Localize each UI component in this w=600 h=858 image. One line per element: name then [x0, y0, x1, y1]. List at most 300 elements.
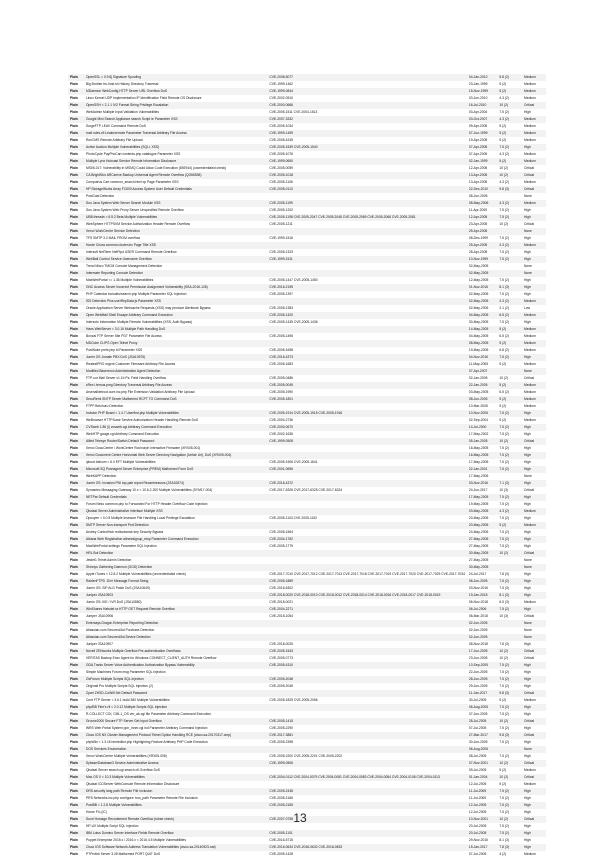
table-row	[68, 837, 546, 844]
cvss-score-cell: 7.5 (2)	[497, 683, 522, 690]
vulnerability-name-cell: MDaemon WebConfig HTTP Server URL Overflow DoS	[84, 88, 267, 95]
table-row	[68, 221, 546, 228]
publish-date-cell: 04-Jan-2010	[467, 74, 498, 81]
vulnerability-name-cell: Albana Web Registration allnewsignup_etop Parameter Command Execution	[84, 536, 267, 543]
vulnerability-name-cell: Oracle Application Server Webcache Requests (XSS) may produce Alertbook Bypass	[84, 305, 267, 312]
severity-cell: Medium	[522, 81, 546, 88]
severity-cell: Medium	[522, 403, 546, 410]
table-row	[68, 333, 546, 340]
table-row	[68, 277, 546, 284]
vulnerability-name-cell: ArsenalNetroot.cure.inc.php File Extension Validation Arbitrary File Upload	[84, 389, 267, 396]
table-row	[68, 396, 546, 403]
row-type-cell: Plain	[68, 137, 84, 144]
row-type-cell: Plain	[68, 242, 84, 249]
publish-date-cell: 10-Nov-2005	[467, 410, 498, 417]
vulnerability-name-cell: Jumin OS: SIP ALG Patch DoS (JSA10649)	[84, 585, 267, 592]
row-type-cell: Plain	[68, 760, 84, 767]
publish-date-cell: 11-May-2005	[467, 361, 498, 368]
cvss-score-cell: 10 (2)	[497, 438, 522, 445]
vulnerability-name-cell: VERITAS Backup Exec Agent for Windows CONNECT_CLIENT_AUTH Remote Overflow	[84, 655, 267, 662]
vulnerability-name-cell: Multiple Lynx Hubcast Service Remote Information Disclosure	[84, 158, 267, 165]
cvss-score-cell: 10 (2)	[497, 221, 522, 228]
cvss-score-cell: 6.5 (3)	[497, 599, 522, 606]
row-type-cell: Plain	[68, 557, 84, 564]
table-row	[68, 830, 546, 837]
cve-ids-cell	[267, 228, 467, 235]
publish-date-cell: 07-Jun-2005	[467, 711, 498, 718]
publish-date-cell: 05-Jan-2005	[467, 438, 498, 445]
cvss-score-cell: 4.3 (2)	[497, 200, 522, 207]
vulnerability-name-cell: mail rules.cfi Leaks/remote Parameter Traversal Arbitrary File Access	[84, 130, 267, 137]
table-row	[68, 564, 546, 571]
row-type-cell: Plain	[68, 781, 84, 788]
cvss-score-cell: 5 (2)	[497, 326, 522, 333]
severity-cell: Critical	[522, 690, 546, 697]
table-row	[68, 214, 546, 221]
row-type-cell: Plain	[68, 368, 84, 375]
cve-ids-cell: CVE-2018-1054	[267, 613, 467, 620]
severity-cell: High	[522, 494, 546, 501]
vulnerability-name-cell: WinShares Hatsdel.ra HTTP GET Request Remote Overflow	[84, 606, 267, 613]
row-type-cell: Plain	[68, 816, 84, 823]
row-type-cell: Plain	[68, 704, 84, 711]
table-row	[68, 438, 546, 445]
cvss-score-cell: 5 (2)	[497, 403, 522, 410]
severity-cell: Critical	[522, 816, 546, 823]
cve-ids-cell: CVE-2005-1323	[267, 249, 467, 256]
vulnerability-name-cell: PostNuke prefs.php id Parameter XSS	[84, 347, 267, 354]
cvss-score-cell: 7.5 (2)	[497, 144, 522, 151]
cvss-score-cell: 10 (2)	[497, 102, 522, 109]
publish-date-cell: 10-Sep-2005	[467, 662, 498, 669]
row-type-cell: Plain	[68, 354, 84, 361]
row-type-cell: Plain	[68, 123, 84, 130]
severity-cell: High	[522, 669, 546, 676]
row-type-cell: Plain	[68, 830, 84, 837]
row-type-cell: Plain	[68, 550, 84, 557]
cve-ids-cell	[267, 767, 467, 774]
row-type-cell: Plain	[68, 228, 84, 235]
severity-cell: Medium	[522, 361, 546, 368]
table-row	[68, 389, 546, 396]
publish-date-cell: 24-Jul-2017	[467, 571, 498, 578]
table-row	[68, 354, 546, 361]
publish-date-cell: 11-Jul-2005	[467, 795, 498, 802]
cvss-score-cell: 7.5 (2)	[497, 459, 522, 466]
severity-cell: Medium	[522, 697, 546, 704]
publish-date-cell: 20-Jul-2005	[467, 823, 498, 830]
cvss-score-cell	[497, 368, 522, 375]
publish-date-cell: 03-Apr-2004	[467, 109, 498, 116]
table-row	[68, 844, 546, 851]
table-row	[68, 179, 546, 186]
cve-ids-cell	[267, 690, 467, 697]
severity-cell: Critical	[522, 186, 546, 193]
cve-ids-cell: CVE-2005-1415	[267, 718, 467, 725]
cve-ids-cell: CVE-2005-4310	[267, 662, 467, 669]
severity-cell: High	[522, 823, 546, 830]
row-type-cell: Plain	[68, 74, 84, 81]
table-row	[68, 207, 546, 214]
severity-cell: High	[522, 585, 546, 592]
publish-date-cell: 27-Mar-2017	[467, 732, 498, 739]
cve-ids-cell: CVE-2005-1825 CVE-2005-2056	[267, 697, 467, 704]
vulnerability-name-cell: Sun Java System Web Proxy Server Unspecified Remote Overflow	[84, 207, 267, 214]
publish-date-cell: 06-Aug-2005	[467, 704, 498, 711]
cvss-score-cell: 7.5 (2)	[497, 424, 522, 431]
cvss-score-cell: 5 (2)	[497, 697, 522, 704]
cvss-score-cell: 10 (2)	[497, 648, 522, 655]
publish-date-cell: 14-May-2005	[467, 326, 498, 333]
vulnerability-name-cell: Enterasys Dragon Enterprise Reporting Detection	[84, 620, 267, 627]
cvss-score-cell: 7.5 (2)	[497, 501, 522, 508]
vulnerability-name-cell: PRS Networks.inc.php configure: bus_path Parameter Remote File Inclusion	[84, 795, 267, 802]
cvss-score-cell: 6.5 (2)	[497, 312, 522, 319]
row-type-cell: Plain	[68, 851, 84, 858]
publish-date-cell: 03-Nov-2016	[467, 480, 498, 487]
cve-ids-cell: CVE-2000-0666	[267, 102, 467, 109]
cve-ids-cell: CVE-2005-1034	[267, 123, 467, 130]
vulnerability-name-cell: WebKAPP Detection	[84, 473, 267, 480]
vulnerability-name-cell: Open WebMail Shell Escape Arbitrary Command Execution	[84, 312, 267, 319]
cve-ids-cell: CVE-2005-1397	[267, 291, 467, 298]
row-type-cell: Plain	[68, 291, 84, 298]
severity-cell: High	[522, 662, 546, 669]
cve-ids-cell: CVE-2017-6326 CVE-2017-6325 CVE-2017-6324	[267, 487, 467, 494]
vulnerability-name-cell: php/BB Firm's rtl < 2.0.12 Multiple Scripts SQL Injection	[84, 704, 267, 711]
table-row	[68, 382, 546, 389]
severity-cell: High	[522, 725, 546, 732]
cvss-score-cell: 7.5 (2)	[497, 235, 522, 242]
table-row	[68, 697, 546, 704]
table-row	[68, 578, 546, 585]
cvss-score-cell: 9.8 (3)	[497, 690, 522, 697]
cvss-score-cell: 7.5 (2)	[497, 249, 522, 256]
row-type-cell: Plain	[68, 466, 84, 473]
cvss-score-cell: 7.5 (2)	[497, 830, 522, 837]
cve-ids-cell: CVE-1999-1516	[267, 235, 467, 242]
cvss-score-cell: 7.8 (3)	[497, 844, 522, 851]
publish-date-cell: 07-Jul-2005	[467, 851, 498, 858]
row-type-cell: Plain	[68, 844, 84, 851]
row-type-cell: Plain	[68, 263, 84, 270]
row-type-cell: Plain	[68, 543, 84, 550]
table-row	[68, 662, 546, 669]
cve-ids-cell: CVE-2005-0113	[267, 186, 467, 193]
table-row	[68, 319, 546, 326]
severity-cell: None	[522, 270, 546, 277]
cve-ids-cell: CVE-2017-3881	[267, 732, 467, 739]
row-type-cell: Plain	[68, 508, 84, 515]
cvss-score-cell: 5 (2)	[497, 396, 522, 403]
vulnerability-name-cell: Xerox DocuCentre / WorkCentre Rocinorph Interactive Firmware (XRX05-001)	[84, 445, 267, 452]
vulnerability-name-cell: Xerox WorkCentre Service Detection	[84, 228, 267, 235]
vulnerability-name-cell: CVSweb 1.86 (l) cvsweb.cgi Arbitrary Command Execution	[84, 424, 267, 431]
table-row	[68, 186, 546, 193]
publish-date-cell: 24-Jun-2017	[467, 487, 498, 494]
severity-cell: High	[522, 235, 546, 242]
table-row	[68, 543, 546, 550]
severity-cell: Medium	[522, 88, 546, 95]
vulnerability-name-cell: Cnet FTP Server < 3.6.1 build 380 Multiple Vulnerabilities	[84, 697, 267, 704]
vulnerability-name-cell: Qlsdsat ICDServer WebConsole Remote Information Disclosure	[84, 781, 267, 788]
cve-ids-cell	[267, 326, 467, 333]
vulnerability-name-cell: zRex i.ternus.pmg Directory Traversal Arbitrary File Access	[84, 382, 267, 389]
severity-cell: None	[522, 263, 546, 270]
publish-date-cell: 03-May-2005	[467, 508, 498, 515]
row-type-cell: Plain	[68, 697, 84, 704]
publish-date-cell: 20-May-2005	[467, 522, 498, 529]
table-row	[68, 599, 546, 606]
vulnerability-name-cell: HP StorageWorks Array FC600 Access System User Default Credentials	[84, 186, 267, 193]
publish-date-cell: 17-May-2005	[467, 473, 498, 480]
publish-date-cell: 09-Apr-2005	[467, 123, 498, 130]
severity-cell: High	[522, 109, 546, 116]
table-row	[68, 340, 546, 347]
cve-ids-cell	[267, 501, 467, 508]
cve-ids-cell	[267, 564, 467, 571]
cve-ids-cell: CVE-2005-0486	[267, 375, 467, 382]
publish-date-cell: 04-May-2005	[467, 333, 498, 340]
severity-cell: Critical	[522, 774, 546, 781]
cve-ids-cell	[267, 445, 467, 452]
row-type-cell: Plain	[68, 690, 84, 697]
cvss-score-cell	[497, 564, 522, 571]
cve-ids-cell	[267, 711, 467, 718]
severity-cell: Critical	[522, 613, 546, 620]
publish-date-cell: 03-Nov-2016	[467, 585, 498, 592]
severity-cell: Medium	[522, 396, 546, 403]
row-type-cell: Plain	[68, 473, 84, 480]
table-row	[68, 417, 546, 424]
publish-date-cell: 27-May-2005	[467, 543, 498, 550]
cvss-score-cell: 10 (3)	[497, 613, 522, 620]
cvss-score-cell: 7.5 (2)	[497, 445, 522, 452]
vulnerability-name-cell: Big Brother bs-host.sh History Directory Traversal	[84, 81, 267, 88]
table-row	[68, 851, 546, 858]
table-row	[68, 620, 546, 627]
severity-cell: High	[522, 214, 546, 221]
vulnerability-name-cell: PTProtek Server 3.28 Malformed PORT QUIT DoS	[84, 851, 267, 858]
severity-cell: Medium	[522, 179, 546, 186]
cve-ids-cell: CVE-2005-2048	[267, 676, 467, 683]
vulnerability-name-cell: Xerox Document Centre Horizontal Web Server Directory Navigation (Unfair Url), DoS (XRX05-004)	[84, 452, 267, 459]
row-type-cell: Plain	[68, 375, 84, 382]
cvss-score-cell: 6.8 (2)	[497, 347, 522, 354]
table-row	[68, 480, 546, 487]
cvss-score-cell	[497, 557, 522, 564]
cve-ids-cell: CVE-2005-1103 CVE-2005-1152	[267, 515, 467, 522]
cve-ids-cell: CVE-1999-0508	[267, 438, 467, 445]
publish-date-cell: 07-Apr-2005	[467, 151, 498, 158]
severity-cell: High	[522, 711, 546, 718]
cve-ids-cell: CVE-2005-1202	[267, 207, 467, 214]
cvss-score-cell: 9.8 (3)	[497, 186, 522, 193]
cve-ids-cell	[267, 627, 467, 634]
cve-ids-cell	[267, 452, 467, 459]
publish-date-cell: 22-Dec-2010	[467, 186, 498, 193]
publish-date-cell: 07-Apr-2005	[467, 144, 498, 151]
cvss-score-cell: 5 (2)	[497, 382, 522, 389]
row-type-cell: Plain	[68, 186, 84, 193]
cve-ids-cell: CVE-2005-1698	[267, 347, 467, 354]
severity-cell: High	[522, 431, 546, 438]
cvss-score-cell: 4.3 (2)	[497, 116, 522, 123]
cve-ids-cell: CVE-2005-2290	[267, 725, 467, 732]
cve-ids-cell: CVE-2005-0045	[267, 382, 467, 389]
cve-ids-cell: CVE-2004-2736	[267, 417, 467, 424]
table-row	[68, 634, 546, 641]
row-type-cell: Plain	[68, 837, 84, 844]
publish-date-cell: 03-May-2005	[467, 389, 498, 396]
cvss-score-cell: 5 (2)	[497, 137, 522, 144]
cve-ids-cell: CVE-2018-0020 CVE-2018-0010 CVE-2018-0012 CVE-2018-0014 CVE-2018-0016 CVE-2018-0017 CVE-2018-0019	[267, 592, 467, 599]
vulnerability-name-cell: HP-UX Multiple Script SQL Injection	[84, 823, 267, 830]
vulnerability-name-cell: Allied Telesyn Router/Switch Default Password	[84, 438, 267, 445]
cve-ids-cell	[267, 704, 467, 711]
table-row	[68, 95, 546, 102]
cvss-score-cell: 5.8 (2)	[497, 74, 522, 81]
publish-date-cell: 20-May-2005	[467, 515, 498, 522]
vulnerability-name-cell: Qlsdsat Server Administrative Interface Multiple XSS	[84, 508, 267, 515]
cvss-score-cell: 6.5 (2)	[497, 389, 522, 396]
row-type-cell: Plain	[68, 515, 84, 522]
cve-ids-cell: CVE-2005-1435 CVE-2005-1436	[267, 319, 467, 326]
cvss-score-cell: 5 (2)	[497, 158, 522, 165]
table-row	[68, 802, 546, 809]
vulnerability-name-cell: Qlsdsat Server search.cgi search.cfl Overflow DoS	[84, 767, 267, 774]
vulnerability-name-cell: RealestPRO urgent Customer Firmware Arbitrary File Access	[84, 361, 267, 368]
cve-ids-cell: CVE-2007-0758	[267, 816, 467, 823]
severity-cell: Critical	[522, 438, 546, 445]
table-row	[68, 473, 546, 480]
table-row	[68, 452, 546, 459]
cvss-score-cell: 5 (2)	[497, 361, 522, 368]
cvss-score-cell: 7.5 (2)	[497, 543, 522, 550]
table-row	[68, 494, 546, 501]
publish-date-cell: 12-May-2005	[467, 277, 498, 284]
row-type-cell: Plain	[68, 795, 84, 802]
vulnerability-name-cell: RunCMS Remote Arbitrary File Upload	[84, 137, 267, 144]
severity-cell: Medium	[522, 123, 546, 130]
severity-cell: Medium	[522, 851, 546, 858]
row-type-cell: Plain	[68, 158, 84, 165]
cve-ids-cell: CVE-2016-6302	[267, 585, 467, 592]
cvss-score-cell	[497, 634, 522, 641]
severity-cell: High	[522, 606, 546, 613]
vulnerability-name-cell: DRS.security lang path Remote File Inclusion	[84, 788, 267, 795]
publish-date-cell: 08-Jun-2005	[467, 396, 498, 403]
cvss-score-cell: 10 (2)	[497, 655, 522, 662]
row-type-cell: Plain	[68, 452, 84, 459]
vulnerability-name-cell: RaidenFTPD .D/nr Message Format String	[84, 578, 267, 585]
publish-date-cell: 07-Nov-2001	[467, 760, 498, 767]
vulnerability-name-cell: SecuRemi SNTP Server Malformed RCPT TO Command DoS	[84, 396, 267, 403]
publish-date-cell: 30-Jun-2005	[467, 739, 498, 746]
row-type-cell: Plain	[68, 564, 84, 571]
row-type-cell: Plain	[68, 95, 84, 102]
severity-cell: Critical	[522, 165, 546, 172]
table-row	[68, 753, 546, 760]
cvss-score-cell: 7.5 (2)	[497, 431, 522, 438]
severity-cell: None	[522, 746, 546, 753]
table-row	[68, 760, 546, 767]
vulnerability-name-cell: Active Auction Multiple Vulnerabilities (SQLi, XSS)	[84, 144, 267, 151]
publish-date-cell: 14-Jul-2000	[467, 424, 498, 431]
severity-cell: Critical	[522, 732, 546, 739]
cvss-score-cell: 7.1 (3)	[497, 480, 522, 487]
cve-ids-cell: CVE-2005-2398	[267, 739, 467, 746]
table-row	[68, 585, 546, 592]
page-number: 13	[293, 811, 307, 825]
row-type-cell: Plain	[68, 88, 84, 95]
cve-ids-cell: CVE-2018-0025	[267, 641, 467, 648]
cvss-score-cell: 7.5 (2)	[497, 606, 522, 613]
severity-cell: High	[522, 319, 546, 326]
vulnerability-name-cell: R-COLLECT CGI, CMI-1_OS ver_ab.cgi file Parameter Arbitrary Command Execution	[84, 711, 267, 718]
vulnerability-name-cell: Google Mini Search Appliance search Script ie Parameter XSS	[84, 116, 267, 123]
severity-cell: High	[522, 795, 546, 802]
cvss-score-cell: 7.5 (2)	[497, 354, 522, 361]
row-type-cell: Plain	[68, 774, 84, 781]
table-row	[68, 487, 546, 494]
publish-date-cell: 02-May-2005	[467, 291, 498, 298]
vulnerability-name-cell: ipboot.bsfcom < 6.0 EFT Multiple Vulnerabilities	[84, 459, 267, 466]
publish-date-cell: 02-Jun-2005	[467, 627, 498, 634]
cve-ids-cell: CVE-2005-1383	[267, 305, 467, 312]
publish-date-cell: 02-May-2005	[467, 305, 498, 312]
row-type-cell: Plain	[68, 809, 84, 816]
vulnerability-name-cell: PostCast Detection	[84, 193, 267, 200]
cvss-score-cell: 4.3 (2)	[497, 179, 522, 186]
vulnerability-name-cell: Juniper JSA10903	[84, 592, 267, 599]
vulnerability-name-cell: Jetdet1 Telnet Admin Detection	[84, 557, 267, 564]
table-row	[68, 501, 546, 508]
cve-ids-cell: CVE-2005-2045	[267, 683, 467, 690]
cve-ids-cell: CVE-2008-5077	[267, 74, 467, 81]
cvss-score-cell: 5 (2)	[497, 88, 522, 95]
cvss-score-cell	[497, 228, 522, 235]
cvss-score-cell: 7.5 (2)	[497, 823, 522, 830]
cve-ids-cell: CVE-2005-2165	[267, 802, 467, 809]
severity-cell: High	[522, 249, 546, 256]
table-row	[68, 109, 546, 116]
severity-cell: Critical	[522, 655, 546, 662]
row-type-cell: Plain	[68, 221, 84, 228]
publish-date-cell: 19-Apr-2005	[467, 137, 498, 144]
table-row	[68, 606, 546, 613]
severity-cell: Medium	[522, 74, 546, 81]
publish-date-cell: 27-May-2005	[467, 557, 498, 564]
table-row	[68, 88, 546, 95]
severity-cell: Medium	[522, 767, 546, 774]
vulnerability-table	[68, 74, 546, 858]
row-type-cell: Plain	[68, 277, 84, 284]
severity-cell: High	[522, 543, 546, 550]
table-row	[68, 739, 546, 746]
vulnerability-name-cell: Jumin OS: Invasion PNI top-pab report Recantnessrus (JSA10874)	[84, 480, 267, 487]
publish-date-cell: 17-May-2002	[467, 431, 498, 438]
publish-date-cell: 27-May-2005	[467, 536, 498, 543]
cve-ids-cell: CVE-2005-1447 CVE-2005-1450	[267, 277, 467, 284]
row-type-cell: Plain	[68, 522, 84, 529]
vulnerability-name-cell: ISS Detection Plus userRepData.js Parameter XSS	[84, 298, 267, 305]
row-type-cell: Plain	[68, 109, 84, 116]
cvss-score-cell	[497, 620, 522, 627]
publish-date-cell: 02-Jan-2005	[467, 375, 498, 382]
publish-date-cell: 02-Jun-2005	[467, 634, 498, 641]
cvss-score-cell: 4.3 (2)	[497, 95, 522, 102]
